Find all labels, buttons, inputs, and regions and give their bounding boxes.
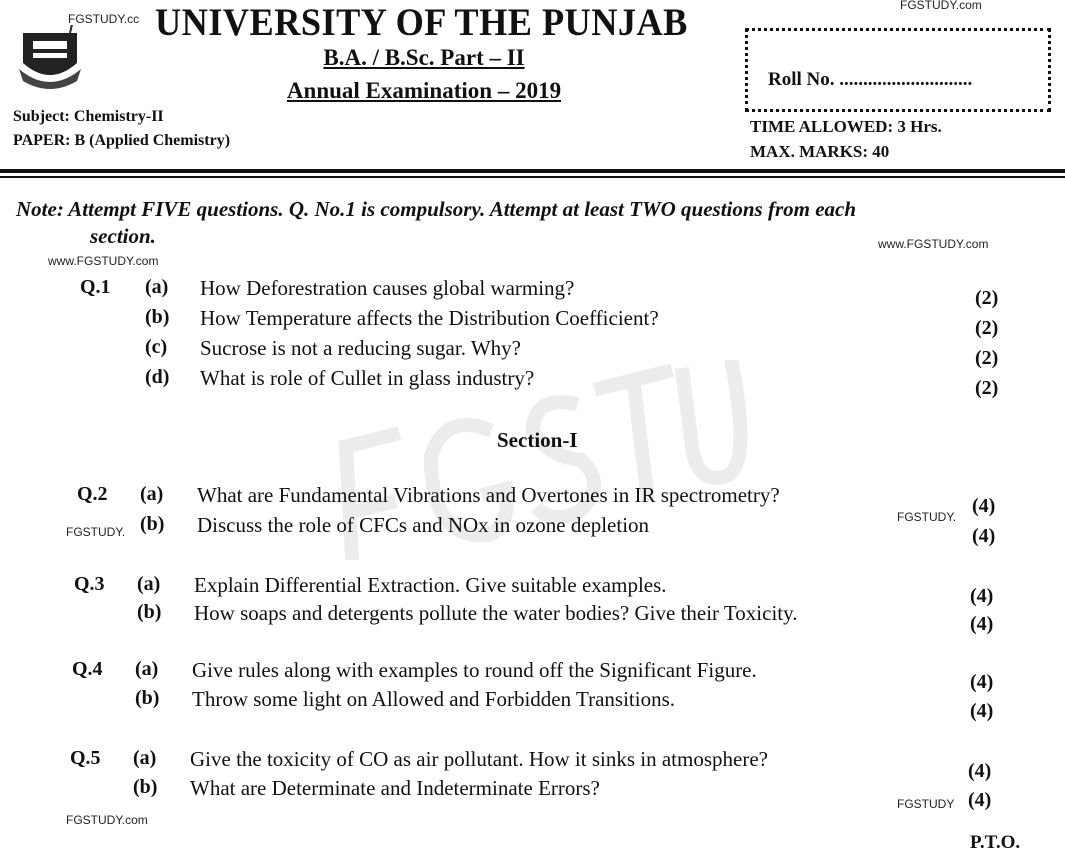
exam-title: Annual Examination – 2019: [286, 78, 562, 103]
question-text: Sucrose is not a reducing sugar. Why?: [200, 336, 521, 360]
marks: (4): [972, 525, 996, 547]
question-text: Give the toxicity of CO as air pollutant. How it sinks in atmosphere?: [190, 747, 768, 771]
question-text: Discuss the role of CFCs and NOx in ozone depletion: [197, 513, 650, 537]
question-text: What are Fundamental Vibrations and Overtones in IR spectrometry?: [197, 483, 780, 507]
marks: (2): [975, 287, 999, 309]
part-label: (d): [145, 366, 170, 388]
question-text: What is role of Cullet in glass industry?: [200, 366, 535, 390]
watermark-text: FGSTUDY.com: [66, 813, 148, 827]
part-label: (b): [135, 687, 160, 709]
note-line: Note: Attempt FIVE questions. Q. No.1 is compulsory. Attempt at least TWO questions from each: [16, 197, 857, 221]
page-turn-label: P.T.O.: [970, 832, 1021, 853]
part-label: (a): [140, 483, 164, 505]
watermark-text: www.FGSTUDY.com: [878, 237, 989, 251]
marks: (2): [975, 317, 999, 339]
part-label: (a): [145, 276, 169, 298]
program-title: B.A. / B.Sc. Part – II: [323, 45, 525, 70]
part-label: (a): [135, 658, 159, 680]
part-label: (b): [145, 306, 170, 328]
question-text: How Temperature affects the Distribution Coefficient?: [200, 306, 659, 330]
university-logo: [15, 25, 85, 90]
watermark-text: FGSTUDY.com: [900, 0, 982, 12]
part-label: (a): [133, 747, 157, 769]
time-allowed: TIME ALLOWED: 3 Hrs.: [750, 117, 942, 136]
max-marks: MAX. MARKS: 40: [750, 142, 890, 161]
marks: (4): [970, 700, 994, 722]
part-label: (c): [145, 336, 168, 358]
marks: (2): [975, 347, 999, 369]
marks: (4): [968, 789, 992, 811]
marks: (4): [968, 760, 992, 782]
part-label: (b): [137, 601, 162, 623]
question-number: Q.1: [80, 276, 111, 298]
part-label: (b): [133, 776, 158, 798]
section-title: Section-I: [497, 428, 578, 452]
question-text: Throw some light on Allowed and Forbidden Transitions.: [192, 687, 675, 711]
marks: (2): [975, 377, 999, 399]
question-number: Q.4: [72, 658, 103, 680]
marks: (4): [972, 495, 996, 517]
question-text: How soaps and detergents pollute the water bodies? Give their Toxicity.: [194, 601, 798, 625]
part-label: (a): [137, 573, 161, 595]
watermark-text: www.FGSTUDY.com: [48, 254, 159, 268]
question-number: Q.3: [74, 573, 105, 595]
note-line: section.: [90, 224, 156, 248]
question-text: Explain Differential Extraction. Give suitable examples.: [194, 573, 667, 597]
marks: (4): [970, 613, 994, 635]
watermark-text: FGSTUDY.: [66, 525, 126, 539]
marks: (4): [970, 585, 994, 607]
paper-label: PAPER: B (Applied Chemistry): [13, 132, 231, 149]
roll-number-label: Roll No. ............................: [768, 69, 973, 90]
question-number: Q.5: [70, 747, 101, 769]
roll-number-box: [745, 28, 1051, 112]
subject-label: Subject: Chemistry-II: [13, 108, 164, 125]
watermark-text: FGSTUDY: [897, 797, 955, 811]
question-text: How Deforestration causes global warming?: [200, 276, 575, 300]
header-divider: [0, 169, 1065, 173]
marks: (4): [970, 671, 994, 693]
question-text: What are Determinate and Indeterminate Errors?: [190, 776, 600, 800]
question-number: Q.2: [77, 483, 108, 505]
part-label: (b): [140, 513, 165, 535]
watermark-text: FGSTUDY.cc: [68, 12, 140, 26]
header-divider: [0, 176, 1065, 178]
watermark-text: FGSTUDY.: [897, 510, 957, 524]
university-title: UNIVERSITY OF THE PUNJAB: [155, 1, 688, 44]
question-text: Give rules along with examples to round off the Significant Figure.: [192, 658, 757, 682]
